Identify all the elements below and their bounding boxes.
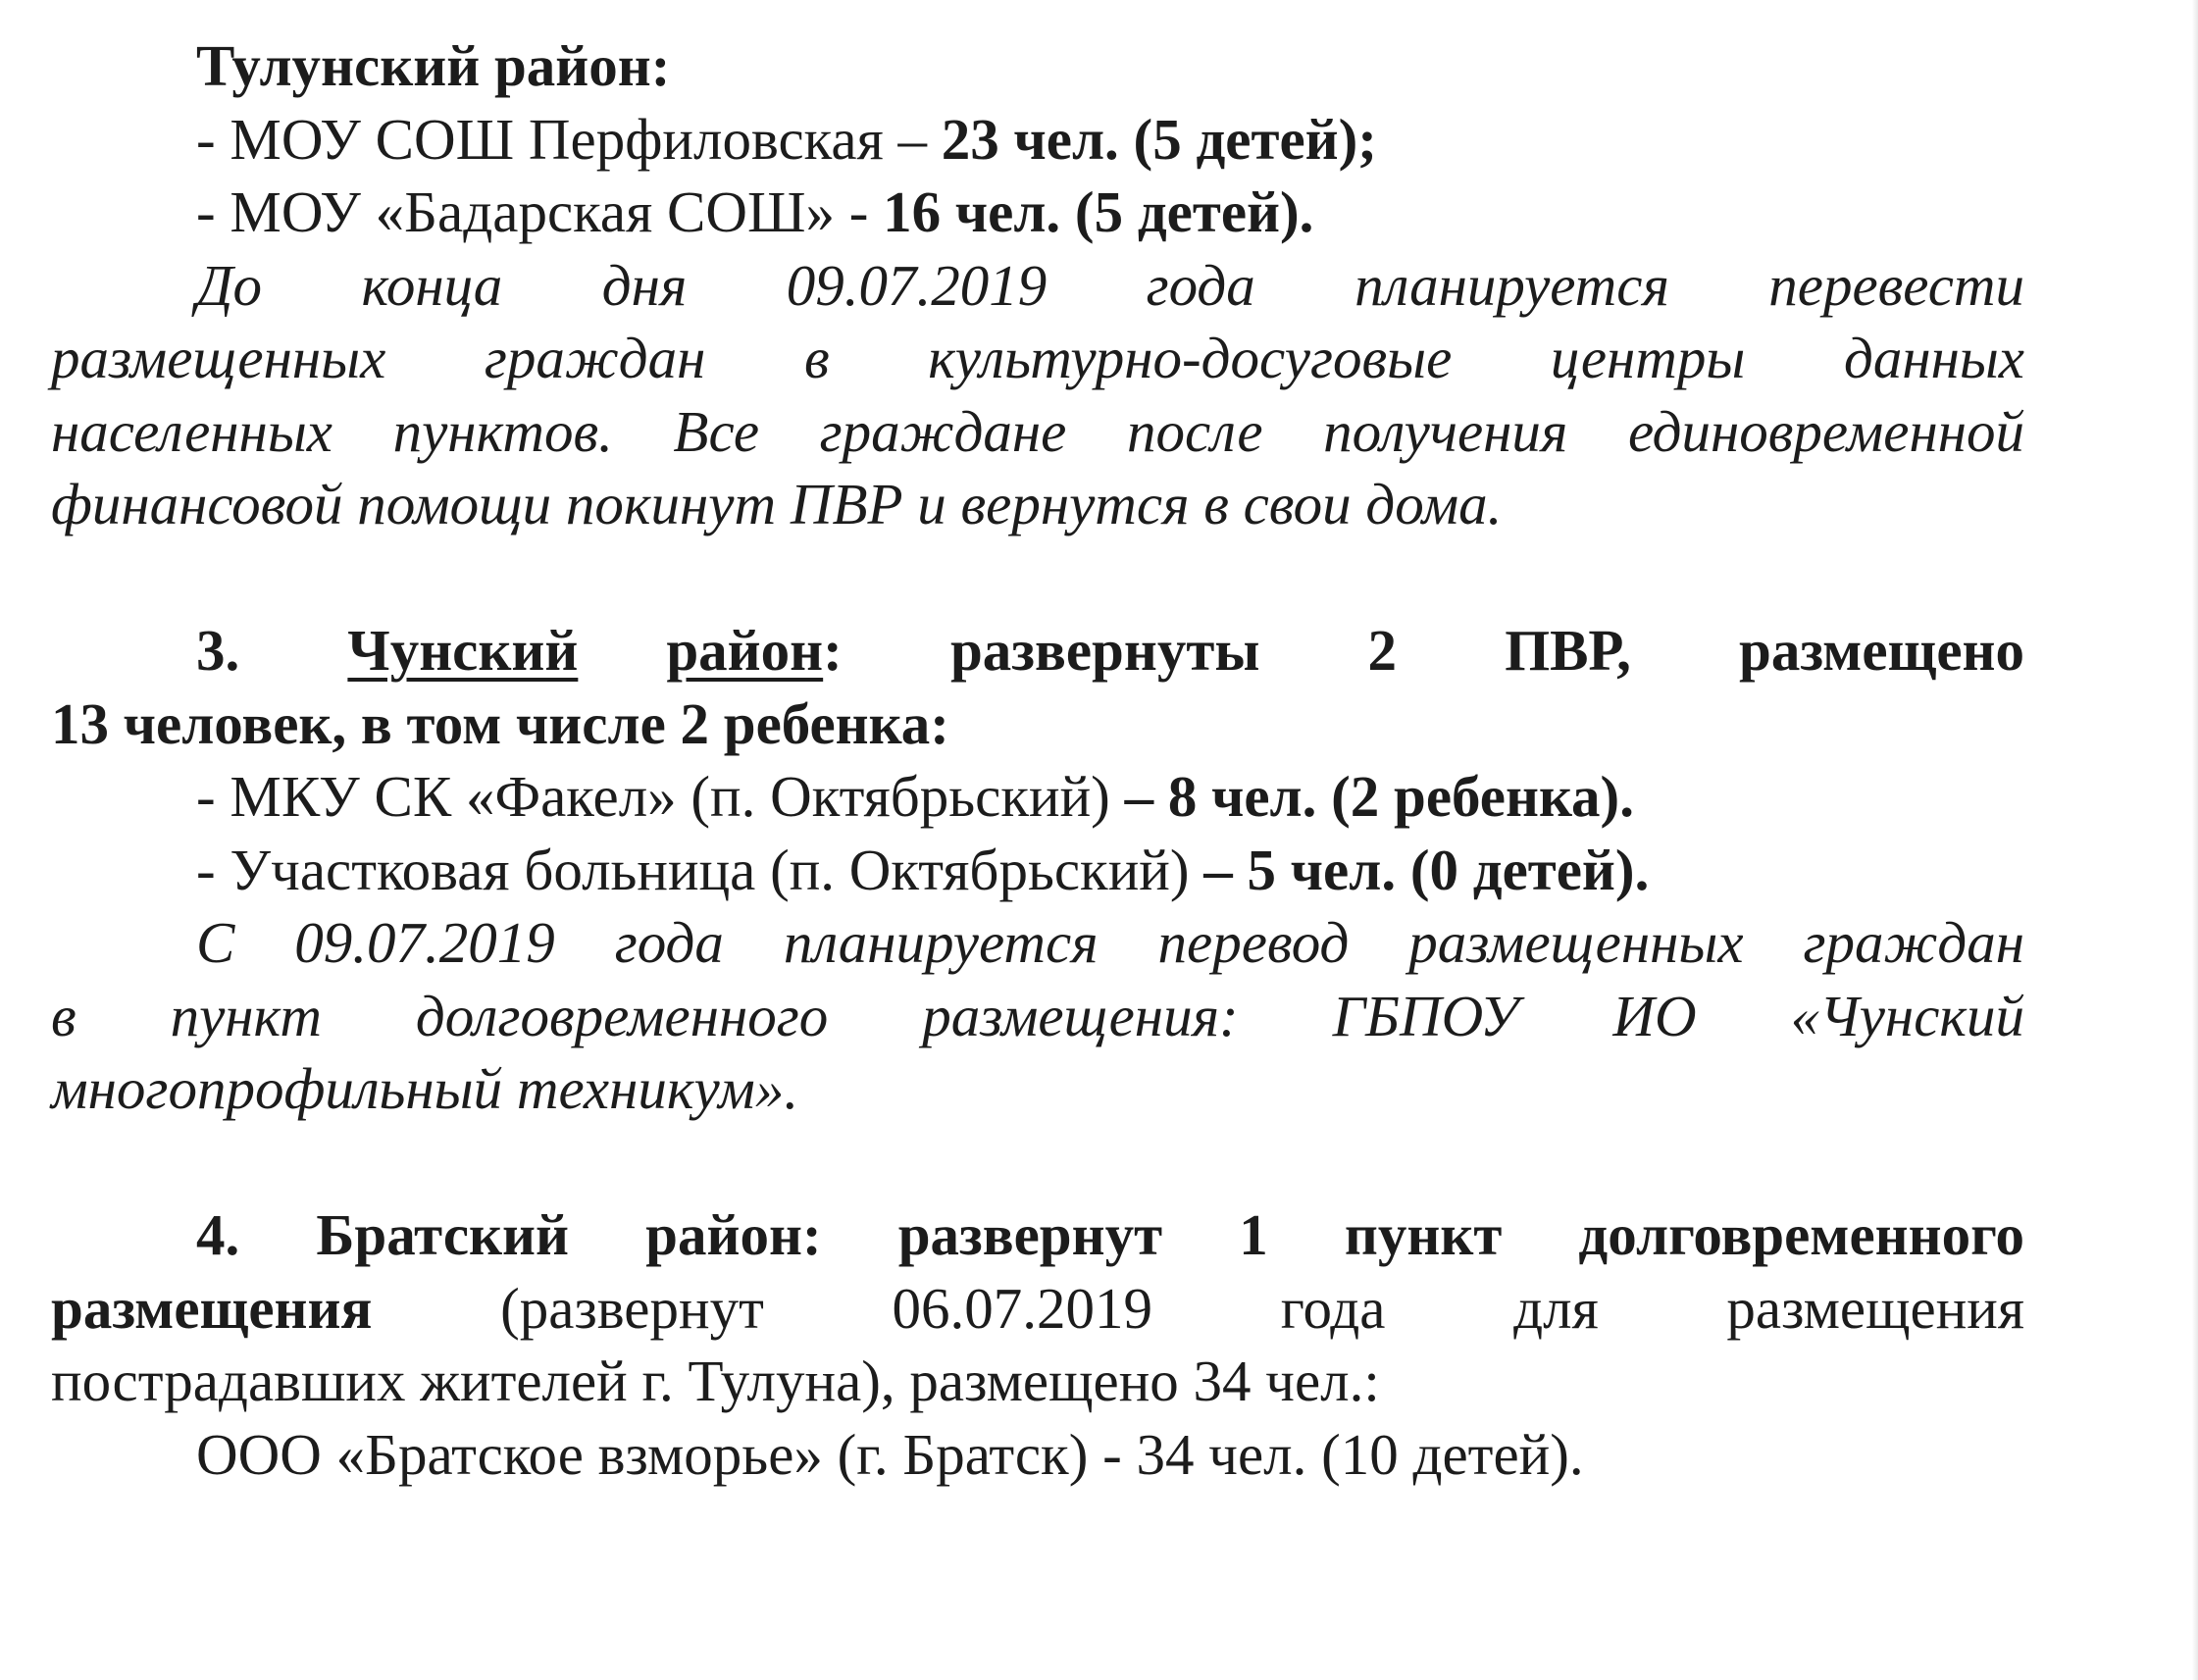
chuna-heading bbox=[51, 614, 2024, 687]
chuna-district-name: Чунский район bbox=[347, 618, 824, 683]
tulun-item2-name: - МОУ «Бадарская СОШ» bbox=[196, 179, 835, 244]
chuna-item-hospital bbox=[51, 834, 2024, 907]
chuna-item2-name: - Участковая больница (п. Октябрьский) bbox=[196, 837, 1190, 902]
chuna-item1-count: – 8 чел. (2 ребенка). bbox=[1109, 764, 1634, 829]
page-edge-shadow bbox=[2192, 0, 2198, 1680]
chuna-item2-count: – 5 чел. (0 детей). bbox=[1189, 837, 1650, 902]
chuna-summary-word: развернуты bbox=[949, 618, 1260, 683]
chuna-plan-line: многопрофильный техникум». bbox=[51, 1056, 799, 1121]
tulun-item1-count: 23 чел. (5 детей); bbox=[941, 106, 1377, 172]
section-gap bbox=[51, 541, 2024, 615]
tulun-item1-dash: – bbox=[883, 106, 942, 172]
tulun-item2-dash: - bbox=[834, 179, 884, 244]
chuna-item-fakel bbox=[51, 760, 2024, 834]
section-gap bbox=[51, 1126, 2024, 1199]
tulun-item-badarskaya bbox=[51, 176, 2024, 249]
chuna-item1-name: - МКУ СК «Факел» (п. Октябрьский) bbox=[196, 764, 1110, 829]
document-page bbox=[51, 29, 2024, 1491]
chuna-summary-word: ПВР, bbox=[1505, 618, 1631, 683]
bratsk-line2 bbox=[51, 1272, 2024, 1346]
bratsk-heading: 4. Братский район: развернут 1 пункт долговременного bbox=[196, 1202, 2024, 1267]
bratsk-line2-bold: размещения bbox=[51, 1275, 373, 1341]
chuna-summary-word: размещено bbox=[1739, 618, 2025, 683]
tulun-item2-count: 16 чел. (5 детей). bbox=[883, 179, 1314, 244]
bratsk-item-vzmorye: ООО «Братское взморье» (г. Братск) - 34 чел. (10 детей). bbox=[196, 1421, 1584, 1487]
tulun-plan-line: финансовой помощи покинут ПВР и вернутся в свои дома. bbox=[51, 472, 1503, 536]
chuna-number: 3. bbox=[196, 618, 240, 683]
chuna-summary-word: 2 bbox=[1367, 618, 1398, 683]
chuna-plan-line: С 09.07.2019 года планируется перевод размещенных граждан bbox=[196, 910, 2024, 975]
tulun-plan-line: населенных пунктов. Все граждане после получения единовременной bbox=[51, 398, 2024, 464]
tulun-item-perfilovskaya bbox=[51, 103, 2024, 177]
bratsk-line3: пострадавших жителей г. Тулуна), размещено 34 чел.: bbox=[51, 1349, 1380, 1413]
tulun-item1-name: - МОУ СОШ Перфиловская bbox=[196, 106, 884, 172]
tulun-plan-line: До конца дня 09.07.2019 года планируется перевести bbox=[196, 252, 2024, 318]
bratsk-line2-rest: (развернут 06.07.2019 года для размещения bbox=[372, 1275, 2024, 1341]
tulun-plan-line: размещенных граждан в культурно-досуговые центры данных bbox=[51, 326, 2024, 390]
chuna-summary-line2: 13 человек, в том числе 2 ребенка: bbox=[51, 690, 949, 756]
tulun-heading: Тулунский район: bbox=[196, 33, 671, 98]
chuna-colon: : bbox=[823, 618, 843, 683]
chuna-plan-line: в пункт долговременного размещения: ГБПОУ ИО «Чунский bbox=[51, 983, 2024, 1048]
